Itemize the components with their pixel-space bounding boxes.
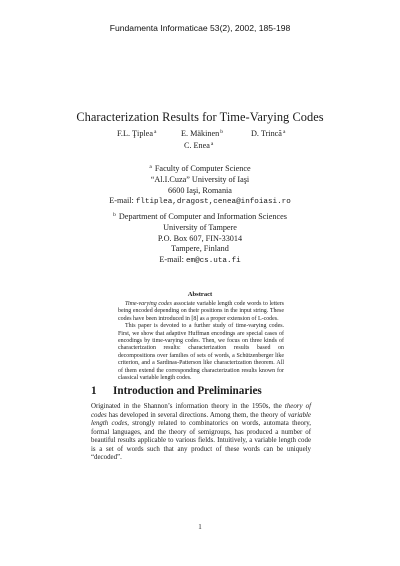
affiliation-email: E-mail: em@cs.uta.fi xyxy=(159,255,241,266)
affiliation-email: E-mail: fltiplea,dragost,cenea@infoiasi.ro xyxy=(109,196,291,207)
abstract-text xyxy=(118,301,284,382)
author-name: D. Trincă xyxy=(251,129,282,138)
email-address: em@cs.uta.fi xyxy=(185,257,241,266)
author-name: E. Mäkinen xyxy=(181,129,220,138)
author-1 xyxy=(117,129,156,138)
affiliation-mark: b xyxy=(113,212,116,218)
affiliation-a xyxy=(0,162,400,208)
affiliation-line: $^a$ Faculty of Computer Science xyxy=(149,164,251,173)
abstract-heading: Abstract xyxy=(187,291,213,298)
affiliation-line: $^b$ Department of Computer and Information Sciences xyxy=(113,212,287,221)
section-heading xyxy=(91,385,262,397)
page-number: 1 xyxy=(198,523,202,531)
affiliation-b xyxy=(0,210,400,267)
journal-citation: Fundamenta Informaticae 53(2), 2002, 185-198 xyxy=(109,23,291,33)
author-list xyxy=(0,129,400,150)
affiliation-line: 6600 Iaşi, Romania xyxy=(168,185,232,195)
author-name: C. Enea xyxy=(184,141,210,150)
affiliation-line: P.O. Box 607, FIN-33014 xyxy=(157,233,243,243)
author-2 xyxy=(181,129,223,138)
section-number: 1 xyxy=(91,385,97,397)
section-title: Introduction and Preliminaries xyxy=(113,385,262,397)
abstract-paragraph: This paper is devoted to a further study of time-varying codes. First, we show that adaptive Huffman encodings are special cases of encodings by time-varying codes. Then, we focus on three kinds of characterization results: characterization results based on decompositions over families of sets of words, a Schützenberger like criterion, and a Sardinas-Patterson like characterization theorem. All of them extend the corresponding characterization results known for classical variable length codes. xyxy=(118,323,284,382)
abstract-paragraph: Time-varying codes associate variable length code words to letters being encoded depending on their positions in the input string. These codes have been introduced in [8] as a proper extension of L-codes. xyxy=(118,301,284,322)
affiliation-line: Tampere, Finland xyxy=(171,244,229,254)
author-4 xyxy=(184,141,213,150)
email-address: fltiplea,dragost,cenea@infoiasi.ro xyxy=(135,198,291,207)
affiliation-line: University of Tampere xyxy=(163,222,237,232)
author-affiliation-mark: a xyxy=(210,141,214,147)
author-affiliation-mark: a xyxy=(153,129,157,135)
author-affiliation-mark: b xyxy=(220,129,223,135)
affiliation-line: “Al.I.Cuza” University of Iaşi xyxy=(150,174,250,184)
body-paragraph: Originated in the Shannon’s information theory in the 1950s, the theory of codes has developed in several directions. Among them, the theory of variable length codes, strongly related to combinatorics on words, automata theory, formal languages, and the theory of semigroups, has produced a number of beautiful results applicable to various fields. Intuitively, a variable length code is a set of words such that any product of these words can be uniquely “decoded”. xyxy=(91,403,312,462)
paper-title: Characterization Results for Time-Varying Codes xyxy=(76,110,324,124)
author-affiliation-mark: a xyxy=(282,129,286,135)
author-name: F.L. Ţiplea xyxy=(117,129,153,138)
affiliation-mark: a xyxy=(149,164,152,170)
author-3 xyxy=(251,129,285,138)
body-text xyxy=(91,403,311,463)
